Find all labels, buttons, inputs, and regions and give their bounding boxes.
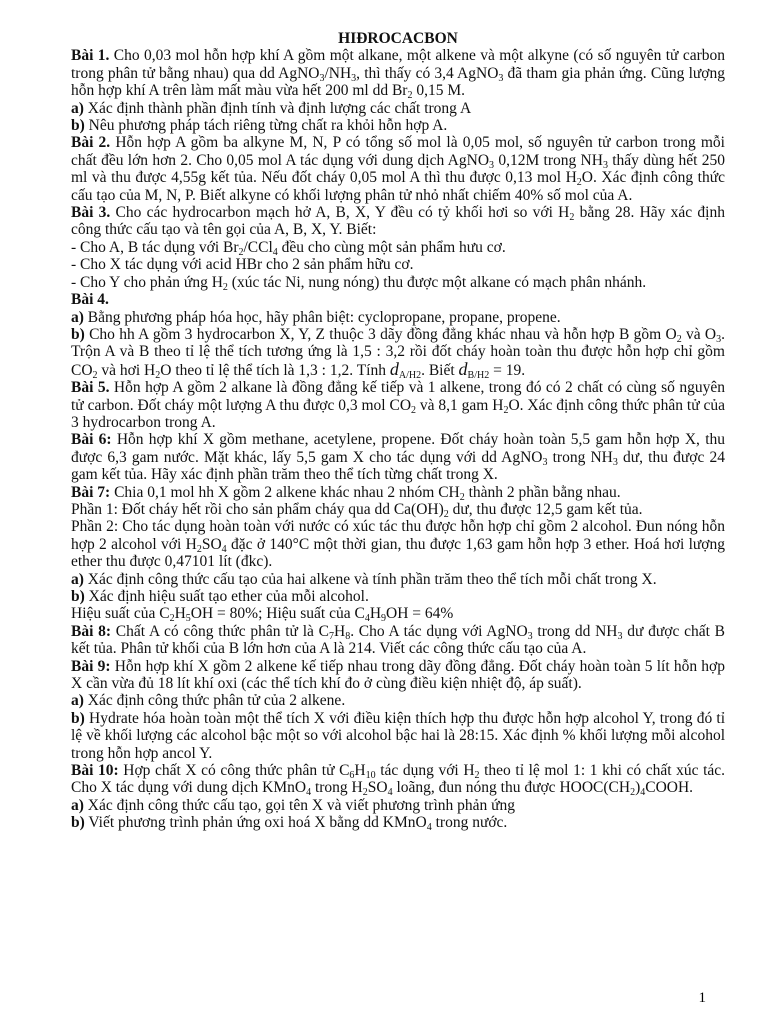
exercise-9-part-b: b) Hydrate hóa hoàn toàn một thể tích X với điều kiện thích hợp thu được hỗn hợp alcohol Y, trong đó tỉ lệ về khối lượng các alcohol bậc một so với alcohol bậc hai là 28:15. Xác định % khối lượng mỗi alcohol trong hỗn hợp ancol Y. (71, 709, 725, 762)
exercise-2-heading: Bài 2. (71, 134, 111, 152)
exercise-10: Bài 10: Hợp chất X có công thức phân tử $C_6H_{10}$ tác dụng với $H_2$ theo tỉ lệ mol 1: 1 khi có chất xúc tác. Cho X tác dụng với dung dịch KMnO$_4$ trong $H_2SO_4$ loãng, đun nóng thu được $HOOC(CH_2)_4COOH$. (71, 762, 726, 799)
density-symbol: d (458, 358, 468, 379)
exercise-9-part-a: a) Xác định công thức phân tử của 2 alkene. (71, 692, 346, 710)
exercise-7: Bài 7: Chia 0,1 mol hh X gồm 2 alkene khác nhau 2 nhóm $CH_2$ thành 2 phần bằng nhau. (71, 483, 621, 503)
exercise-10-heading: Bài 10: (71, 762, 119, 780)
exercise-8-heading: Bài 8: (71, 622, 112, 640)
exercise-3-heading: Bài 3. (71, 204, 111, 222)
exercise-3-item-1: - Cho A, B tác dụng với $Br_2/CCl_4$ đều cho cùng một sản phẩm hưu cơ. (71, 238, 506, 258)
exercise-1: Bài 1. Cho 0,03 mol hỗn hợp khí A gồm một alkane, một alkene và một alkyne (có số nguyên tử carbon trong phân tử bằng nhau) qua dd $AgNO_3/NH_3$, thì thấy có 3,4 AgNO$_3$ đã tham gia phản ứng. Cũng lượng hỗn hợp khí A trên làm mất màu vừa hết 200 ml dd $Br_2$ 0,15 M. (71, 47, 725, 102)
exercise-7-part-a: a) Xác định công thức cấu tạo của hai alkene và tính phần trăm theo thể tích mỗi chất trong X. (71, 570, 657, 588)
exercise-10-part-b: b) Viết phương trình phản ứng oxi hoá X bằng dd KMnO$_4$ trong nước. (71, 814, 508, 834)
exercise-4-part-b: b) Cho hh A gồm 3 hydrocarbon X, Y, Z thuộc 3 dãy đồng đẳng khác nhau và hỗn hợp B gồm $O_2$ và $O_3$. Trộn A và B theo tỉ lệ thể tích tương ứng là 1,5 : 3,2 rồi đốt cháy hoàn toàn thu được hỗn hợp chỉ gồm $CO_2$ và hơi $H_2O$ theo tỉ lệ thể tích là 1,3 : 1,2. Tính $d_{A/H2}$. Biết $d_{B/H2} = 19$. (71, 325, 725, 381)
exercise-4-heading: Bài 4. (71, 291, 109, 309)
exercise-1-part-b: b) Nêu phương pháp tách riêng từng chất ra khỏi hỗn hợp A. (71, 117, 448, 135)
density-symbol: d (389, 358, 399, 379)
exercise-3-item-2: - Cho X tác dụng với acid HBr cho 2 sản phẩm hữu cơ. (71, 256, 414, 274)
exercise-4-part-a: a) Bằng phương pháp hóa học, hãy phân biệt: cyclopropane, propane, propene. (71, 308, 561, 326)
exercise-10-part-a: a) Xác định công thức cấu tạo, gọi tên X và viết phương trình phản ứng (71, 796, 516, 814)
page-number: 1 (698, 990, 706, 1006)
exercise-9-heading: Bài 9: (71, 657, 111, 675)
exercise-5: Bài 5. Hỗn hợp A gồm 2 alkane là đồng đẳng kế tiếp và 1 alkene, trong đó có 2 chất có cùng số nguyên tử carbon. Đốt cháy một lượng A thu được 0,3 mol $CO_2$ và 8,1 gam $H_2O$. Xác định công thức phân tử của 3 hydrocarbon trong A. (71, 379, 725, 431)
exercise-5-heading: Bài 5. (71, 379, 110, 397)
exercise-7-heading: Bài 7: (71, 483, 111, 501)
exercise-3-item-3: - Cho Y cho phản ứng $H_2$ (xúc tác Ni, nung nóng) thu được một alkane có mạch phân nhánh. (71, 273, 647, 293)
exercise-1-part-a: a) Xác định thành phần định tính và định lượng các chất trong A (71, 99, 472, 117)
exercise-6-heading: Bài 6: (71, 431, 112, 449)
exercise-3: Bài 3. Cho các hydrocarbon mạch hở A, B, X, Y đều có tỷ khối hơi so với $H_2$ bằng 28. Hãy xác định công thức cấu tạo và tên gọi của A, B, X, Y. Biết: (71, 204, 725, 239)
exercise-1-heading: Bài 1. (71, 47, 110, 65)
exercise-6: Bài 6: Hỗn hợp khí X gồm methane, acetylene, propene. Đốt cháy hoàn toàn 5,5 gam hỗn hợp X, thu được 6,3 gam nước. Mặt khác, lấy 5,5 gam X cho tác dụng với dd AgNO$_3$ trong $NH_3$ dư, thu được 24 gam kết tủa. Hãy xác định phần trăm theo thể tích từng chất trong X. (71, 431, 725, 484)
exercise-8: Bài 8: Chất A có công thức phân tử là $C_7H_8$. Cho A tác dụng với AgNO$_3$ trong dd $NH_3$ dư được chất B kết tủa. Phân tử khối của B lớn hơn của A là 214. Viết các công thức cấu tạo của A. (71, 622, 726, 658)
exercise-7-part-2: Phần 2: Cho tác dụng hoàn toàn với nước có xúc tác thu được hỗn hợp chỉ gồm 2 alcohol. Đun nóng hỗn hợp 2 alcohol với $H_2SO_4$ đặc ở 140°C một thời gian, thu được 1,63 gam hỗn hợp 3 ether. Hoá hơi lượng ether thu được 0,47101 lít (đkc). (71, 518, 726, 571)
exercise-7-yield-note: Hiệu suất của $C_2H_5OH = 80\%$; Hiệu suất của $C_4H_9OH = 64\%$ (71, 605, 454, 625)
exercise-9: Bài 9: Hỗn hợp khí X gồm 2 alkene kế tiếp nhau trong dãy đồng đẳng. Đốt cháy hoàn toàn 5 lít hỗn hợp X cần vừa đủ 18 lít khí oxi (các thể tích khí đo ở cùng điều kiện nhiệt độ, áp suất). (71, 657, 726, 693)
page-title: HIĐROCACBON (338, 30, 458, 47)
exercise-2: Bài 2. Hỗn hợp A gồm ba alkyne M, N, P có tổng số mol là 0,05 mol, số nguyên tử carbon trong mỗi chất đều lớn hơn 2. Cho 0,05 mol A tác dụng với dung dịch AgNO$_3$ 0,12M trong $NH_3$ thấy dùng hết 250 ml và thu được 4,55g kết tủa. Nếu đốt cháy 0,05 mol A thì thu được 0,13 mol $H_2O$. Xác định công thức cấu tạo của M, N, P. Biết alkyne có khối lượng phân tử nhỏ nhất chiếm 40% số mol của A. (71, 134, 726, 204)
exercise-7-part-b: b) Xác định hiệu suất tạo ether của mỗi alcohol. (71, 588, 369, 605)
exercise-7-part-1: Phần 1: Đốt cháy hết rồi cho sản phẩm cháy qua dd $Ca(OH)_2$ dư, thu được 12,5 gam kết tủa. (71, 500, 643, 520)
